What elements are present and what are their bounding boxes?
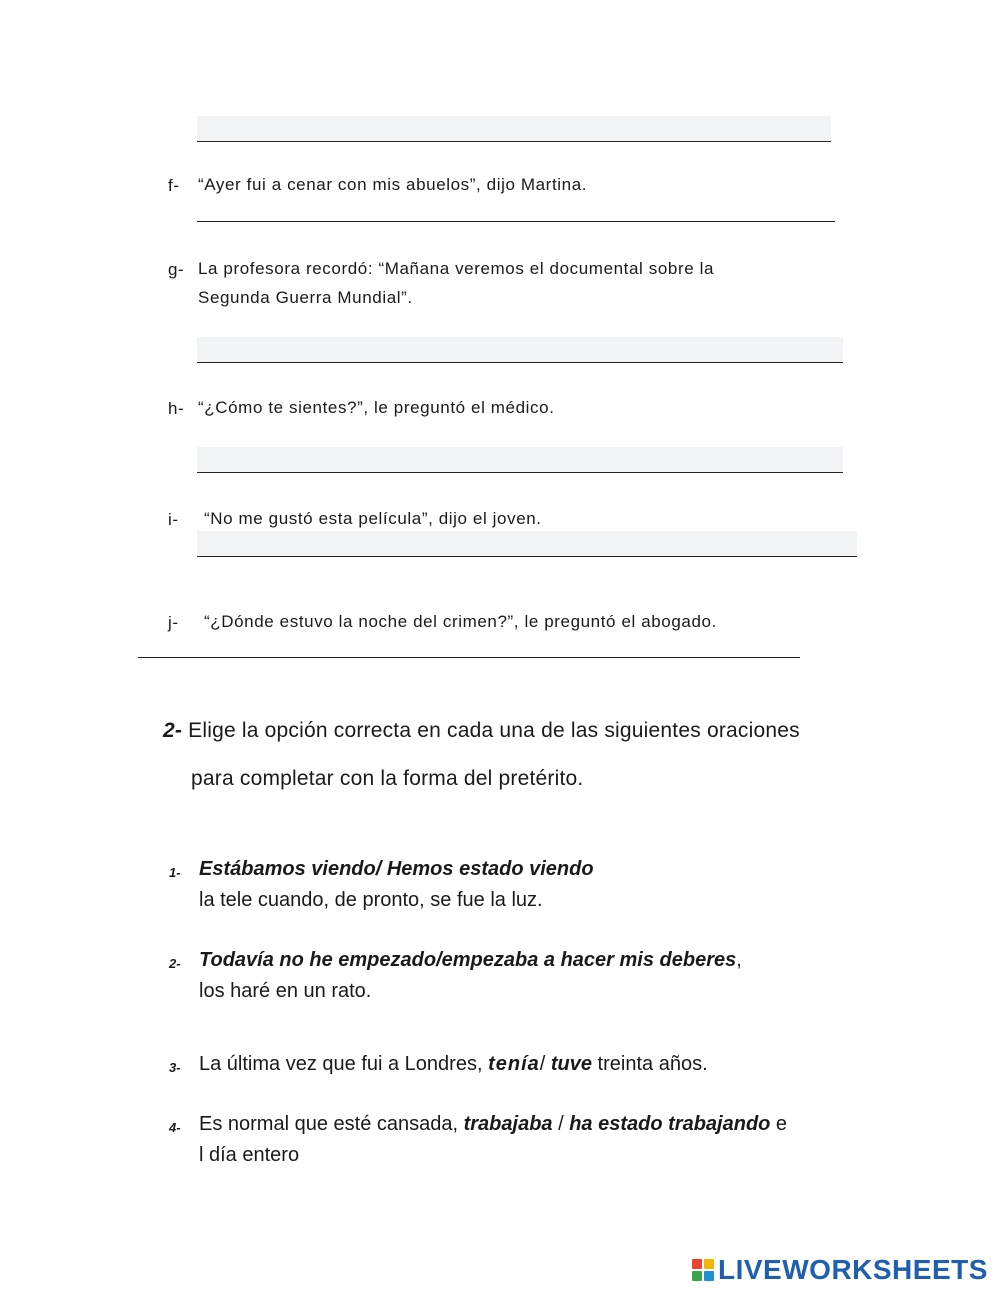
- answer-field-i[interactable]: [197, 531, 857, 557]
- item-label-h: h-: [168, 399, 185, 418]
- item-2-options[interactable]: Todavía no he empezado/empezaba a hacer mis deberes: [199, 949, 737, 971]
- exercise-item-1: [199, 854, 594, 916]
- liveworksheets-logo: [692, 1254, 988, 1286]
- sentence-g-line1: La profesora recordó: “Mañana veremos el documental sobre la: [198, 259, 715, 278]
- sentence-j: “¿Dónde estuvo la noche del crimen?”, le preguntó el abogado.: [204, 612, 717, 631]
- item-3-separator: /: [539, 1053, 551, 1075]
- item-3-after: treinta años.: [592, 1053, 708, 1075]
- section-2-heading: [163, 719, 800, 743]
- item-4-option-1[interactable]: trabajaba: [463, 1113, 553, 1135]
- section-2-number: 2-: [163, 719, 183, 742]
- sentence-f: “Ayer fui a cenar con mis abuelos”, dijo Martina.: [198, 175, 588, 194]
- logo-block-green: [692, 1271, 702, 1281]
- answer-line-f[interactable]: [197, 221, 835, 222]
- item-3-before: La última vez que fui a Londres,: [199, 1053, 489, 1075]
- answer-line-j[interactable]: [138, 657, 800, 658]
- answer-field-e[interactable]: [197, 116, 831, 142]
- item-label-i: i-: [168, 510, 179, 529]
- exercise-item-3: [199, 1049, 708, 1080]
- logo-block-red: [692, 1259, 702, 1269]
- logo-block-yellow: [704, 1259, 714, 1269]
- exercise-item-2: [199, 945, 742, 1007]
- sentence-i: “No me gustó esta película”, dijo el joven.: [204, 509, 542, 528]
- logo-text: LIVEWORKSHEETS: [718, 1254, 988, 1285]
- item-number-3: 3-: [169, 1060, 181, 1075]
- sentence-g-line2: Segunda Guerra Mundial”.: [198, 288, 413, 307]
- item-1-options[interactable]: Estábamos viendo/ Hemos estado viendo: [199, 858, 594, 880]
- item-4-after: e: [770, 1113, 788, 1135]
- item-2-comma: ,: [736, 949, 742, 971]
- item-number-1: 1-: [169, 865, 181, 880]
- section-2-title-line1: Elige la opción correcta en cada una de las siguientes oraciones: [188, 719, 800, 742]
- item-4-line2: l día entero: [199, 1144, 300, 1166]
- item-3-option-1[interactable]: tenía: [488, 1053, 540, 1075]
- item-label-g: g-: [168, 260, 185, 279]
- exercise-item-4: [199, 1109, 787, 1171]
- item-2-line2: los haré en un rato.: [199, 980, 372, 1002]
- answer-field-h[interactable]: [197, 447, 843, 473]
- answer-field-g[interactable]: [197, 337, 843, 363]
- sentence-h: “¿Cómo te sientes?”, le preguntó el médico.: [198, 398, 555, 417]
- section-2-title-line2: para completar con la forma del pretérito.: [191, 767, 584, 790]
- item-4-before: Es normal que esté cansada,: [199, 1113, 464, 1135]
- item-3-option-2[interactable]: tuve: [550, 1053, 592, 1075]
- item-4-separator: /: [552, 1113, 570, 1135]
- item-label-j: j-: [168, 613, 179, 632]
- item-number-2: 2-: [169, 956, 181, 971]
- item-1-line2: la tele cuando, de pronto, se fue la luz.: [199, 889, 543, 911]
- item-number-4: 4-: [169, 1120, 181, 1135]
- item-4-option-2[interactable]: ha estado trabajando: [569, 1113, 771, 1135]
- logo-blocks-icon: [692, 1259, 714, 1281]
- logo-block-blue: [704, 1271, 714, 1281]
- item-label-f: f-: [168, 176, 180, 195]
